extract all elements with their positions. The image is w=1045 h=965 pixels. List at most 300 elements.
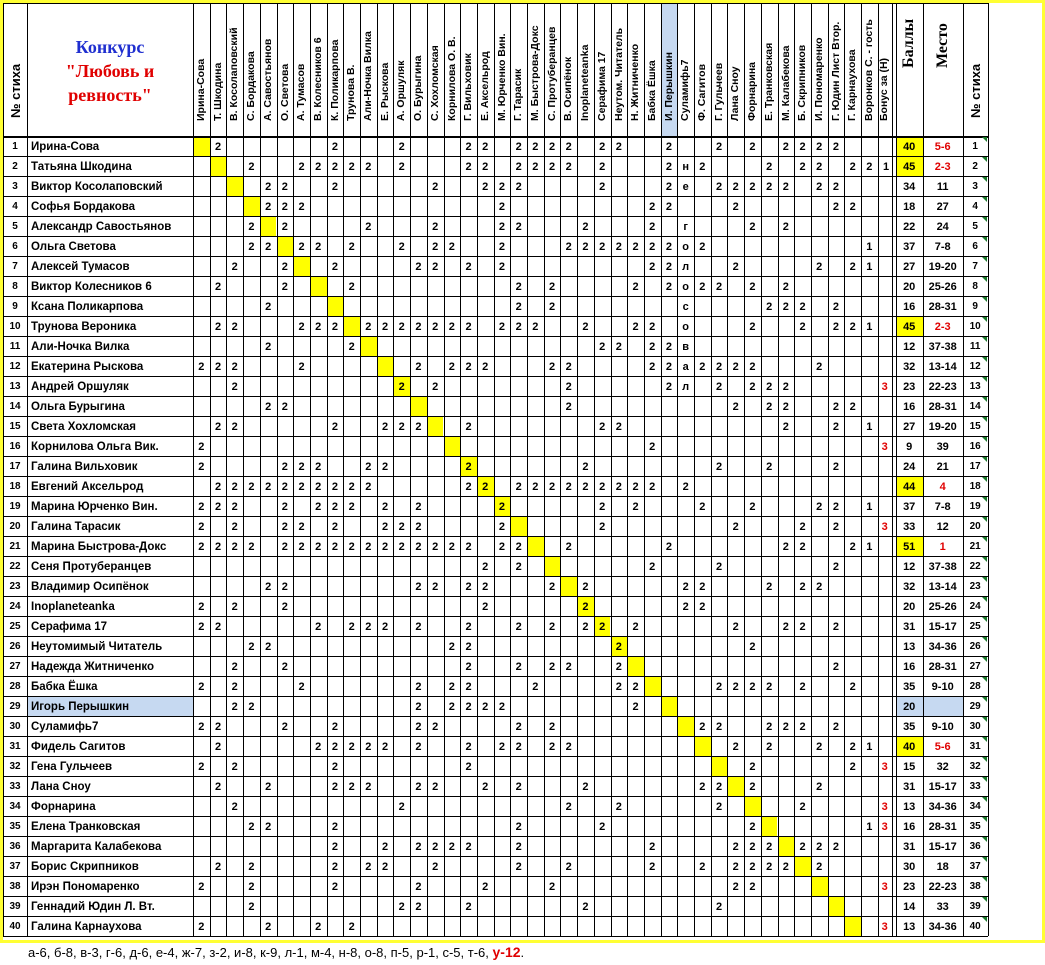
place-cell: 28-31 [928, 660, 957, 673]
row-number: 18 [9, 481, 21, 492]
vote-cell: 2 [749, 180, 756, 193]
row-number-right: 15 [969, 421, 981, 432]
vote-cell: 2 [849, 160, 856, 173]
vote-cell: 2 [265, 480, 272, 493]
place-cell: 2-3 [934, 320, 951, 333]
score-cell: 12 [903, 340, 916, 353]
poem-author: Фидель Сагитов [31, 740, 126, 753]
self-vote-cell [226, 176, 243, 196]
vote-cell: 2 [782, 620, 789, 633]
row-number: 7 [12, 261, 18, 272]
self-vote-cell [410, 396, 427, 416]
judge-header-text: Ирина-Сова [195, 58, 208, 121]
place-cell [923, 697, 963, 716]
self-vote-cell [694, 736, 711, 756]
corner-marker-icon [982, 637, 987, 642]
vote-cell: 2 [214, 740, 222, 753]
grid-line [3, 936, 988, 937]
row-number-right: 32 [969, 761, 981, 772]
vote-cell: 2 [281, 260, 288, 273]
vote-cell: 2 [849, 740, 856, 753]
place-cell: 4 [939, 480, 946, 493]
vote-cell: 2 [231, 600, 238, 613]
vote-cell: 2 [248, 880, 255, 893]
title-line1: Конкурс [75, 37, 145, 57]
judge-header [360, 3, 377, 136]
vote-cell: 2 [331, 160, 338, 173]
vote-cell: 2 [432, 540, 439, 553]
vote-cell: 2 [665, 180, 672, 193]
self-vote-cell [510, 516, 527, 536]
vote-cell: 2 [599, 180, 606, 193]
vote-cell: 2 [432, 780, 439, 793]
score-cell: 13 [903, 800, 916, 813]
vote-cell: 2 [331, 260, 338, 273]
header-bonus-text: Бонус за (Н) [878, 57, 891, 121]
vote-cell: 2 [599, 240, 606, 253]
vote-cell: 2 [398, 140, 405, 153]
vote-cell: 2 [699, 860, 706, 873]
vote-cell: 2 [582, 620, 589, 633]
vote-cell: 2 [749, 780, 756, 793]
vote-cell: 2 [432, 720, 439, 733]
vote-cell: 2 [198, 360, 205, 373]
row-number: 6 [12, 241, 18, 252]
row-number-right: 30 [969, 721, 981, 732]
vote-cell: 2 [281, 400, 288, 413]
vote-cell: 2 [699, 240, 706, 253]
corner-marker-icon [982, 597, 987, 602]
vote-cell: 2 [415, 840, 422, 853]
vote-cell: 2 [331, 720, 338, 733]
row-number: 35 [9, 821, 21, 832]
poem-author: Татьяна Шкодина [31, 160, 132, 173]
judge-header [544, 3, 561, 136]
vote-cell: 2 [832, 460, 839, 473]
vote-cell: 2 [799, 300, 806, 313]
vote-cell: 2 [365, 860, 372, 873]
judge-header-text: Воронков С. - гость [863, 19, 876, 121]
row-number: 15 [9, 421, 21, 432]
vote-cell: 2 [782, 220, 789, 233]
vote-cell: 2 [415, 580, 422, 593]
vote-cell: 2 [799, 800, 806, 813]
vote-cell: 2 [315, 460, 322, 473]
vote-cell: 2 [432, 580, 439, 593]
corner-marker-icon [982, 297, 987, 302]
row-number-right: 33 [969, 781, 981, 792]
vote-cell: о [682, 320, 689, 333]
vote-cell: 2 [482, 580, 489, 593]
vote-cell: 2 [248, 860, 255, 873]
vote-cell: 2 [632, 280, 639, 293]
vote-cell: 2 [515, 480, 522, 493]
judge-header [627, 3, 644, 136]
vote-cell: 2 [782, 400, 789, 413]
vote-cell: 2 [749, 140, 756, 153]
vote-cell: 2 [498, 320, 505, 333]
judge-header-text: Г. Карнаухова [846, 49, 859, 121]
vote-cell: 2 [632, 320, 639, 333]
vote-cell: 2 [816, 580, 823, 593]
vote-cell: 2 [465, 480, 472, 493]
vote-cell: 2 [766, 680, 773, 693]
row-number: 4 [12, 201, 18, 212]
header-score [896, 3, 923, 136]
vote-cell: 2 [565, 660, 572, 673]
vote-cell: 2 [548, 740, 556, 753]
vote-cell: 2 [515, 740, 522, 753]
judge-header [828, 3, 845, 136]
self-vote-cell [744, 796, 761, 816]
vote-cell: 2 [465, 460, 472, 473]
row-number: 5 [12, 221, 18, 232]
vote-cell: 2 [482, 700, 489, 713]
vote-cell: 2 [365, 620, 372, 633]
vote-cell: л [682, 260, 690, 273]
vote-cell: 2 [398, 320, 405, 333]
vote-cell: 2 [465, 620, 472, 633]
vote-cell: 2 [799, 680, 806, 693]
self-vote-cell [544, 556, 561, 576]
vote-cell: 2 [599, 340, 606, 353]
judge-header-text: Суламифь7 [679, 59, 692, 121]
row-number-right: 27 [969, 661, 981, 672]
vote-cell: 2 [732, 840, 739, 853]
vote-cell: 2 [315, 320, 322, 333]
judge-header [260, 3, 277, 136]
vote-cell: 2 [816, 360, 823, 373]
corner-marker-icon [982, 397, 987, 402]
vote-cell: 2 [465, 760, 472, 773]
row-number-right: 7 [972, 261, 978, 272]
row-number: 8 [12, 281, 18, 292]
place-cell: 9-10 [931, 680, 954, 693]
corner-marker-icon [982, 777, 987, 782]
place-cell: 34-36 [928, 920, 957, 933]
place-cell: 12 [936, 520, 949, 533]
place-cell: 32 [936, 760, 949, 773]
vote-cell: 2 [749, 280, 756, 293]
vote-cell: 2 [281, 540, 288, 553]
vote-cell: 2 [515, 840, 522, 853]
corner-marker-icon [982, 137, 987, 142]
row-number-right: 23 [969, 581, 981, 592]
vote-cell: 2 [465, 160, 472, 173]
vote-cell: 2 [715, 780, 723, 793]
judge-header-text: Г. Вильховик [462, 53, 475, 121]
vote-cell: 2 [816, 860, 823, 873]
vote-cell: 2 [548, 620, 556, 633]
judge-header-text: Лана Сноу [729, 66, 742, 121]
vote-cell: 2 [715, 140, 723, 153]
corner-marker-icon [982, 617, 987, 622]
vote-cell: 2 [231, 500, 238, 513]
vote-cell: 2 [565, 160, 572, 173]
judge-header [794, 3, 811, 136]
vote-cell: 2 [315, 160, 322, 173]
vote-cell: 2 [732, 740, 739, 753]
row-number: 40 [9, 921, 21, 932]
vote-cell: 2 [832, 320, 839, 333]
score-cell: 13 [903, 640, 916, 653]
vote-cell: 2 [365, 480, 372, 493]
vote-cell: 2 [482, 600, 489, 613]
vote-cell: 2 [415, 260, 422, 273]
vote-cell: 2 [381, 520, 389, 533]
vote-cell: 2 [749, 320, 756, 333]
vote-cell: 2 [515, 180, 522, 193]
vote-cell: 2 [398, 900, 405, 913]
vote-cell: 2 [348, 780, 355, 793]
corner-marker-icon [982, 817, 987, 822]
vote-cell: 2 [649, 840, 656, 853]
judge-header [377, 3, 394, 136]
vote-cell: 2 [198, 760, 205, 773]
place-cell: 5-6 [934, 140, 951, 153]
row-number-right: 28 [969, 681, 981, 692]
vote-cell: 2 [482, 560, 489, 573]
vote-cell: 2 [498, 240, 505, 253]
vote-cell: 2 [649, 440, 656, 453]
vote-cell: 2 [432, 240, 439, 253]
vote-cell: 2 [649, 560, 656, 573]
place-cell: 37-38 [928, 340, 957, 353]
vote-cell: 2 [799, 320, 806, 333]
judge-header-text: К. Поликарпова [328, 39, 341, 121]
vote-cell: г [683, 220, 688, 233]
poem-author: Елена Транковская [31, 820, 141, 833]
judge-header-text: А. Тумасов [295, 63, 308, 121]
row-number: 39 [9, 901, 21, 912]
vote-cell: 2 [782, 280, 789, 293]
vote-cell: 2 [348, 480, 355, 493]
vote-cell: 2 [749, 380, 756, 393]
vote-cell: 2 [398, 160, 405, 173]
poem-author: Inoplaneteanka [31, 600, 115, 613]
score-cell: 37 [903, 500, 916, 513]
row-number-right: 26 [969, 641, 981, 652]
score-cell: 27 [903, 260, 916, 273]
vote-cell: 2 [766, 300, 773, 313]
self-vote-cell [343, 316, 360, 336]
poem-author: Ирина-Сова [31, 140, 100, 153]
vote-cell: 2 [298, 240, 305, 253]
vote-cell: 2 [415, 420, 422, 433]
vote-cell: 2 [548, 360, 556, 373]
poem-author: Корнилова Ольга Вик. [31, 440, 159, 453]
vote-cell: 2 [665, 360, 672, 373]
vote-cell: 2 [198, 920, 205, 933]
place-cell: 19-20 [928, 260, 957, 273]
row-number-right: 17 [969, 461, 981, 472]
score-cell: 30 [903, 860, 916, 873]
judge-header [661, 3, 678, 136]
bonus-cell: 3 [881, 880, 888, 893]
vote-cell: о [682, 280, 689, 293]
vote-cell: 2 [632, 480, 639, 493]
row-number-right: 25 [969, 621, 981, 632]
poem-author: Галина Тарасик [31, 520, 121, 533]
self-vote-cell [527, 536, 544, 556]
vote-cell: 2 [749, 680, 756, 693]
row-number-right: 5 [972, 221, 978, 232]
vote-cell: 2 [415, 780, 422, 793]
vote-cell: 2 [281, 660, 288, 673]
score-cell: 18 [903, 200, 916, 213]
self-vote-cell [310, 276, 327, 296]
poem-author: Серафима 17 [31, 620, 107, 633]
vote-cell: 2 [415, 900, 422, 913]
judge-header [510, 3, 527, 136]
corner-marker-icon [982, 517, 987, 522]
poem-author: Лана Сноу [31, 780, 91, 793]
vote-cell: 2 [649, 260, 656, 273]
vote-cell: 2 [281, 180, 288, 193]
poem-author: Борис Скрипников [31, 860, 139, 873]
vote-cell: 2 [515, 820, 522, 833]
vote-cell: 2 [849, 760, 856, 773]
row-number-right: 35 [969, 821, 981, 832]
vote-cell: 2 [582, 240, 589, 253]
corner-marker-icon [982, 497, 987, 502]
vote-cell: 2 [448, 680, 455, 693]
judge-header [811, 3, 828, 136]
row-number: 13 [9, 381, 21, 392]
vote-cell: 2 [198, 620, 205, 633]
vote-cell: 2 [482, 140, 489, 153]
vote-cell: 2 [281, 580, 288, 593]
vote-cell: 2 [682, 480, 689, 493]
poem-author: Галина Карнаухова [31, 920, 142, 933]
judge-header-text: В. Косолаповский [228, 27, 241, 121]
vote-cell: 1 [882, 160, 890, 173]
vote-cell: 2 [665, 340, 672, 353]
row-number: 1 [12, 141, 18, 152]
vote-cell: 2 [715, 680, 723, 693]
row-number: 33 [9, 781, 21, 792]
vote-cell: 2 [732, 620, 739, 633]
score-cell: 34 [903, 180, 916, 193]
corner-marker-icon [982, 477, 987, 482]
vote-cell: л [682, 380, 690, 393]
vote-cell: 2 [465, 640, 472, 653]
score-cell: 16 [903, 660, 916, 673]
place-cell: 7-8 [934, 500, 951, 513]
place-cell: 22-23 [928, 380, 957, 393]
vote-cell: 2 [515, 620, 522, 633]
place-cell: 39 [936, 440, 949, 453]
vote-cell: 2 [582, 460, 589, 473]
title-line3: ревность" [68, 85, 152, 105]
vote-cell: 2 [465, 660, 472, 673]
vote-cell: 2 [782, 300, 789, 313]
vote-cell: 2 [381, 860, 389, 873]
vote-cell: 2 [599, 140, 606, 153]
vote-cell: 2 [766, 180, 773, 193]
self-vote-cell [727, 776, 744, 796]
poem-author: Суламифь7 [31, 720, 99, 733]
corner-marker-icon [982, 577, 987, 582]
place-cell: 25-26 [928, 600, 957, 613]
vote-cell: 2 [298, 320, 305, 333]
bonus-cell: 3 [881, 920, 888, 933]
header-num-left-text: № стиха [7, 63, 23, 118]
vote-cell: 2 [565, 740, 572, 753]
place-cell: 2-3 [934, 160, 951, 173]
vote-cell: 2 [198, 720, 205, 733]
vote-cell: 2 [816, 160, 823, 173]
judge-header [343, 3, 360, 136]
judge-header-text: Ф. Сагитов [696, 63, 709, 121]
vote-cell: 2 [599, 520, 606, 533]
vote-cell: 2 [315, 480, 322, 493]
vote-cell: 2 [498, 260, 505, 273]
poem-author: Галина Вильховик [31, 460, 138, 473]
row-number: 31 [9, 741, 21, 752]
bonus-cell: 3 [881, 520, 888, 533]
judge-header [277, 3, 294, 136]
vote-cell: 2 [715, 900, 723, 913]
judge-header [494, 3, 511, 136]
vote-cell: 2 [415, 740, 422, 753]
vote-cell: 2 [548, 140, 556, 153]
judge-header-text: В. Колесников 6 [311, 37, 324, 121]
vote-cell: 2 [231, 660, 238, 673]
place-cell: 7-8 [934, 240, 951, 253]
poem-author: Софья Бордакова [31, 200, 136, 213]
poem-author: Геннадий Юдин Л. Вт. [31, 900, 155, 913]
score-cell: 40 [903, 140, 916, 153]
row-number-right: 21 [969, 541, 981, 552]
corner-marker-icon [982, 677, 987, 682]
judge-header [727, 3, 744, 136]
score-cell: 15 [903, 760, 916, 773]
vote-cell: 2 [832, 140, 839, 153]
vote-cell: 2 [465, 580, 472, 593]
vote-cell: 2 [582, 600, 589, 613]
vote-cell: 2 [348, 240, 355, 253]
corner-marker-icon [982, 897, 987, 902]
title-line2: "Любовь и [65, 61, 155, 81]
vote-cell: 2 [732, 260, 739, 273]
vote-cell: 2 [548, 720, 556, 733]
place-cell: 15-17 [928, 620, 957, 633]
vote-cell: 2 [248, 480, 255, 493]
vote-cell: 2 [331, 420, 338, 433]
judge-header [778, 3, 795, 136]
vote-cell: 2 [231, 420, 238, 433]
vote-cell: 2 [548, 660, 556, 673]
vote-cell: 2 [782, 140, 789, 153]
vote-cell: 2 [365, 780, 372, 793]
row-number-right: 40 [969, 921, 981, 932]
corner-marker-icon [982, 657, 987, 662]
judge-header [644, 3, 661, 136]
judge-header [310, 3, 327, 136]
vote-cell: 2 [699, 580, 706, 593]
judge-header [327, 3, 344, 136]
vote-cell: 2 [515, 280, 522, 293]
vote-cell: 2 [649, 860, 656, 873]
corner-marker-icon [982, 357, 987, 362]
vote-cell: 2 [849, 260, 856, 273]
header-num-right-text: № стиха [967, 63, 983, 118]
vote-cell: 2 [532, 680, 539, 693]
vote-cell: 2 [415, 360, 422, 373]
vote-cell: 2 [448, 320, 455, 333]
self-vote-cell [377, 356, 394, 376]
